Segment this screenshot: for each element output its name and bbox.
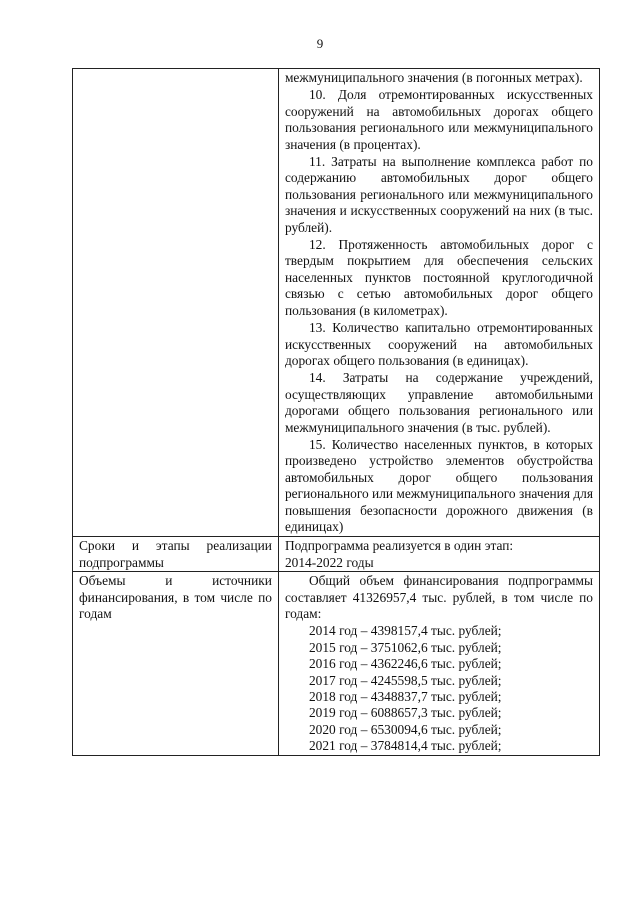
indicators-label-cell	[73, 69, 279, 537]
funding-year-2015: 2015 год – 3751062,6 тыс. рублей;	[308, 639, 502, 655]
funding-year-2016: 2016 год – 4362246,6 тыс. рублей;	[308, 656, 502, 672]
terms-line-1: Подпрограмма реализуется в один этап:	[284, 538, 514, 554]
table-row-terms	[73, 537, 600, 572]
terms-label: Сроки и этапы реализации подпрограммы	[79, 538, 272, 570]
indicator-11: 11. Затраты на выполнение комплекса работ по содержанию автомобильных дорог общего пользования регионального или межмуниципального значения и искусственных сооружений на них (в тыс. рублей).	[284, 154, 593, 235]
terms-line-2: 2014-2022 годы	[284, 554, 374, 570]
indicator-13: 13. Количество капитально отремонтированных искусственных сооружений на автомобильных дорогах общего пользования (в единицах).	[284, 320, 593, 368]
table-row-indicators	[73, 69, 600, 537]
funding-year-2020: 2020 год – 6530094,6 тыс. рублей;	[308, 721, 502, 737]
passport-table	[72, 68, 600, 756]
indicator-continuation: межмуниципального значения (в погонных метрах).	[284, 70, 583, 85]
funding-label: Объемы и источники финансирования, в том числе по годам	[79, 573, 272, 621]
funding-year-2021: 2021 год – 3784814,4 тыс. рублей;	[308, 738, 502, 754]
indicator-12: 12. Протяженность автомобильных дорог с твердым покрытием для обеспечения сельских населенных пунктов постоянной круглогодичной связью с сетью автомобильных дорог общего пользования (в километрах).	[284, 237, 593, 318]
funding-value-cell	[278, 572, 599, 755]
funding-year-2018: 2018 год – 4348837,7 тыс. рублей;	[308, 689, 502, 705]
indicator-14: 14. Затраты на содержание учреждений, осуществляющих управление автомобильными дорогами общего пользования регионального или межмуниципального значения (в тыс. рублей).	[284, 370, 593, 435]
indicator-15: 15. Количество населенных пунктов, в которых произведено устройство элементов обустройства автомобильных дорог общего пользования регионального или межмуниципального значения для повышения безопасности дорожного движения (в единицах)	[284, 436, 594, 534]
funding-label-cell	[73, 572, 279, 755]
table-row-funding	[73, 572, 600, 755]
funding-year-2017: 2017 год – 4245598,5 тыс. рублей;	[308, 672, 502, 688]
funding-year-2019: 2019 год – 6088657,3 тыс. рублей;	[308, 705, 502, 721]
page-number: 9	[316, 36, 324, 51]
terms-value-cell	[278, 537, 599, 572]
indicators-cell	[278, 69, 599, 537]
funding-year-2014: 2014 год – 4398157,4 тыс. рублей;	[308, 623, 502, 639]
funding-intro: Общий объем финансирования подпрограммы составляет 41326957,4 тыс. рублей, в том числе по годам:	[284, 573, 593, 621]
terms-label-cell	[73, 537, 279, 572]
indicator-10: 10. Доля отремонтированных искусственных сооружений на автомобильных дорогах общего пользования регионального или межмуниципального значения (в процентах).	[284, 87, 593, 152]
